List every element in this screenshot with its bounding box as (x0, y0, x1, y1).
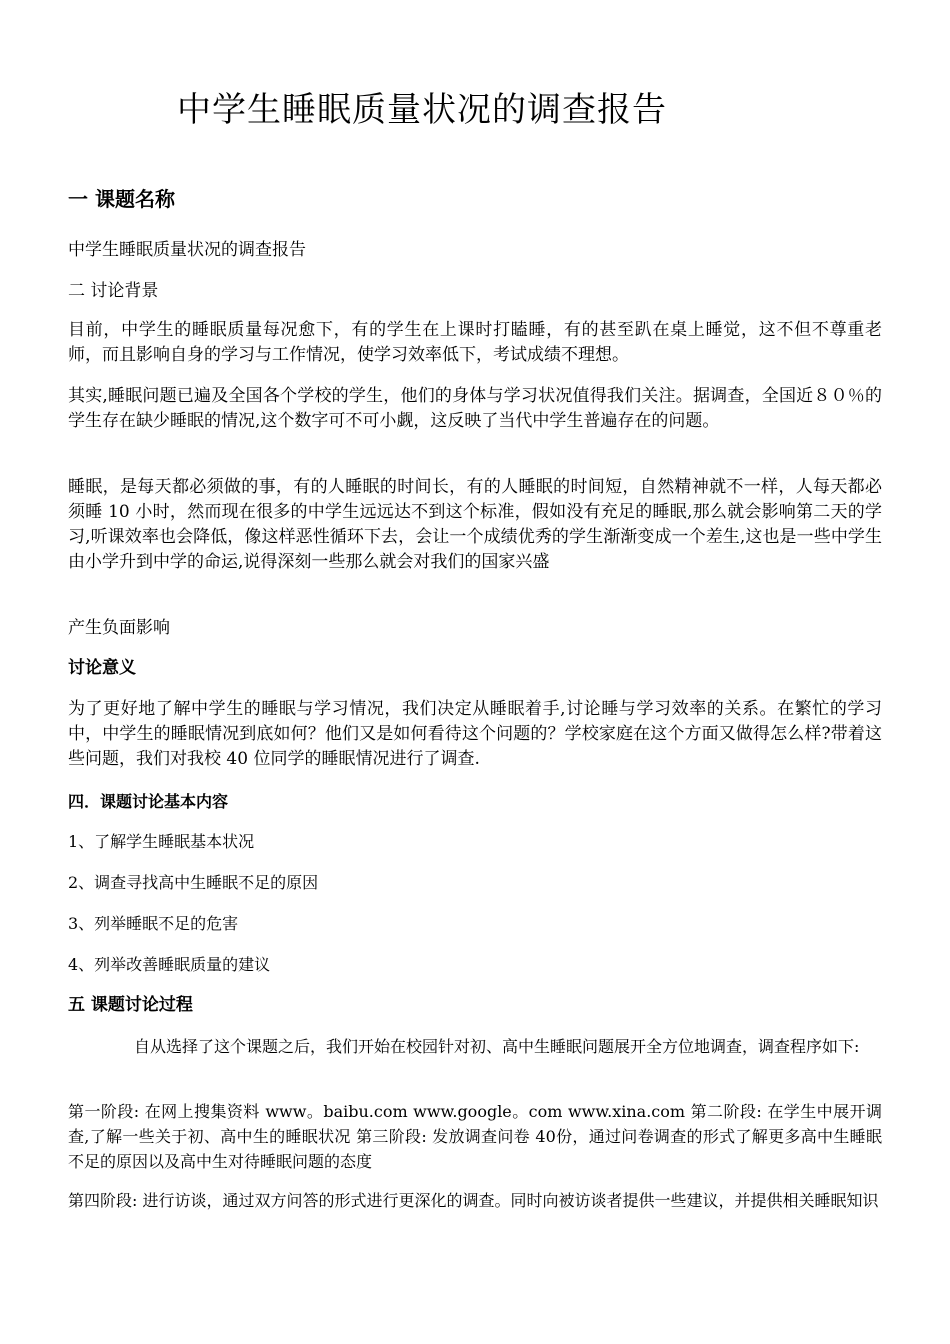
section-heading-process: 五 课题讨论过程 (68, 995, 193, 1015)
content-item-3: 3、列举睡眠不足的危害 (68, 914, 239, 933)
content-item-4: 4、列举改善睡眠质量的建议 (68, 955, 271, 974)
content-item-2: 2、调查寻找高中生睡眠不足的原因 (68, 873, 319, 892)
background-paragraph-4: 产生负面影响 (68, 618, 170, 638)
process-intro-paragraph: 自从选择了这个课题之后，我们开始在校园针对初、高中生睡眠问题展开全方位地调查，调查程序如下: (134, 1037, 860, 1056)
background-paragraph-2: 其实,睡眠问题已遍及全国各个学校的学生，他们的身体与学习状况值得我们关注。据调查，全国近８０％的学生存在缺少睡眠的情况,这个数字可不可小觑，这反映了当代中学生普遍存在的问题。 (68, 386, 882, 431)
section-heading-background: 二 讨论背景 (68, 281, 159, 301)
background-paragraph-1: 目前，中学生的睡眠质量每况愈下，有的学生在上课时打瞌睡，有的甚至趴在桌上睡觉，这不但不尊重老师，而且影响自身的学习与工作情况，使学习效率低下，考试成绩不理想。 (68, 320, 882, 365)
content-item-1: 1、了解学生睡眠基本状况 (68, 832, 255, 851)
document-title: 中学生睡眠质量状况的调查报告 (177, 90, 667, 130)
meaning-paragraph: 为了更好地了解中学生的睡眠与学习情况，我们决定从睡眠着手,讨论睡与学习效率的关系。在繁忙的学习中，中学生的睡眠情况到底如何？他们又是如何看待这个问题的？学校家庭在这个方面又做得怎么样?带着这些问题，我们对我校 40 位同学的睡眠情况进行了调查. (68, 699, 882, 769)
section-heading-topic: 一 课题名称 (68, 187, 175, 211)
process-stages-paragraph: 第一阶段: 在网上搜集资料 www。baibu.com www.google。com www.xina.com 第二阶段: 在学生中展开调查,了解一些关于初、高中生的睡眠状况 第三阶段: 发放调查问卷 40份，通过问卷调查的形式了解更多高中生睡眠不足的原因以及高中生对待睡眠问题的态度 (68, 1102, 882, 1171)
section-heading-meaning: 讨论意义 (68, 658, 136, 678)
background-paragraph-3: 睡眠，是每天都必须做的事，有的人睡眠的时间长，有的人睡眠的时间短，自然精神就不一样，人每天都必须睡 10 小时，然而现在很多的中学生远远达不到这个标准，假如没有充足的睡眠,那么就会影响第二天的学习,听课效率也会降低，像这样恶性循环下去，会让一个成绩优秀的学生渐渐变成一个差生,这也是一些中学生由小学升到中学的命运,说得深刻一些那么就会对我们的国家兴盛 (68, 477, 882, 572)
process-stage4-paragraph: 第四阶段: 进行访谈，通过双方问答的形式进行更深化的调查。同时向被访谈者提供一些建议，并提供相关睡眠知识 (68, 1191, 879, 1210)
topic-name-text: 中学生睡眠质量状况的调查报告 (68, 240, 306, 260)
section-heading-content: 四．课题讨论基本内容 (68, 792, 229, 811)
